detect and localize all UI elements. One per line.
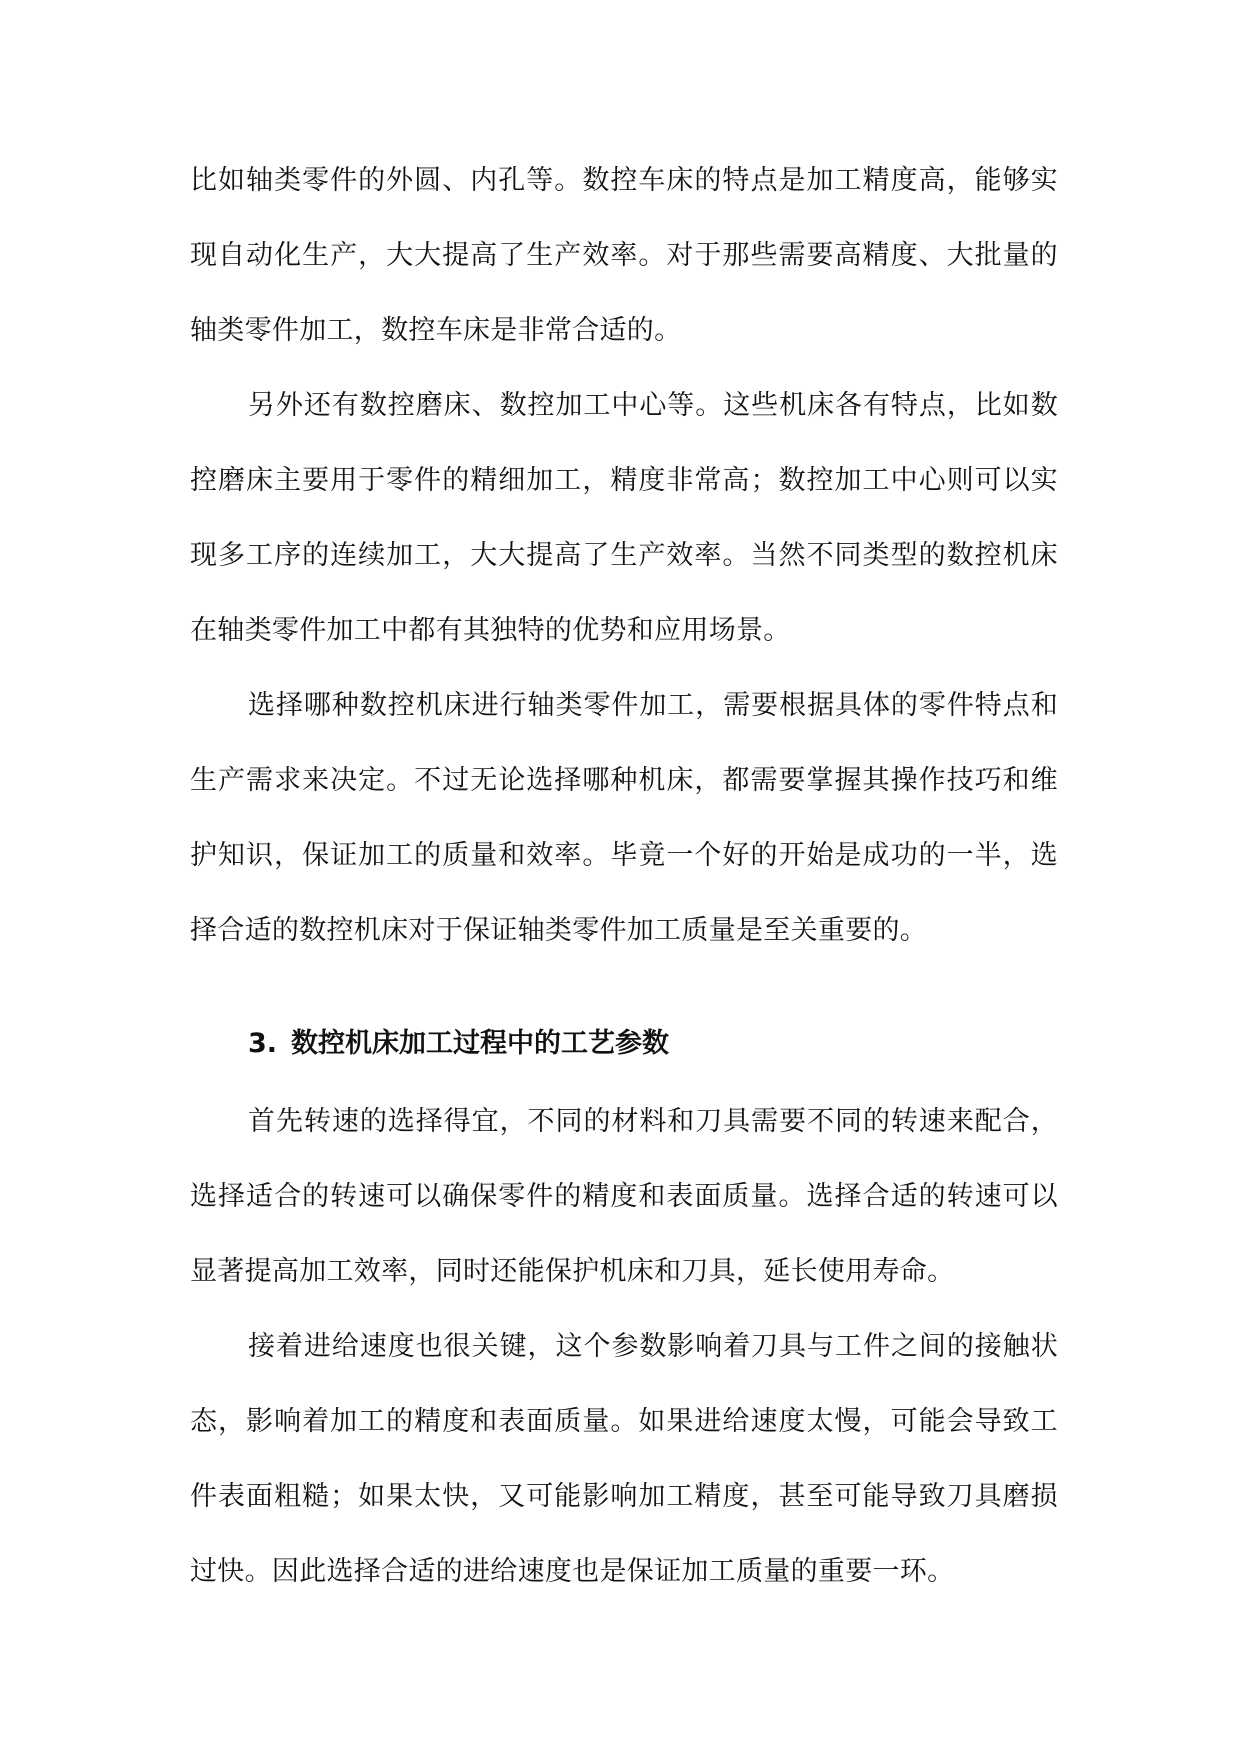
document-body	[190, 143, 1058, 1609]
paragraph-other-machines: 另外还有数控磨床、数控加工中心等。这些机床各有特点，比如数控磨床主要用于零件的精细加工，精度非常高；数控加工中心则可以实现多工序的连续加工，大大提高了生产效率。当然不同类型的数控机床在轴类零件加工中都有其独特的优势和应用场景。	[190, 390, 1058, 646]
section-number: 3.	[248, 1028, 278, 1059]
paragraph-continued: 比如轴类零件的外圆、内孔等。数控车床的特点是加工精度高，能够实现自动化生产，大大提高了生产效率。对于那些需要高精度、大批量的轴类零件加工，数控车床是非常合适的。	[190, 165, 1058, 346]
paragraph-spindle-speed: 首先转速的选择得宜，不同的材料和刀具需要不同的转速来配合，选择适合的转速可以确保零件的精度和表面质量。选择合适的转速可以显著提高加工效率，同时还能保护机床和刀具，延长使用寿命。	[190, 1106, 1058, 1287]
paragraph-feed-rate: 接着进给速度也很关键，这个参数影响着刀具与工件之间的接触状态，影响着加工的精度和表面质量。如果进给速度太慢，可能会导致工件表面粗糙；如果太快，又可能影响加工精度，甚至可能导致刀具磨损过快。因此选择合适的进给速度也是保证加工质量的重要一环。	[190, 1331, 1058, 1587]
section-heading	[190, 1014, 1058, 1074]
paragraph-machine-selection: 选择哪种数控机床进行轴类零件加工，需要根据具体的零件特点和生产需求来决定。不过无论选择哪种机床，都需要掌握其操作技巧和维护知识，保证加工的质量和效率。毕竟一个好的开始是成功的一半，选择合适的数控机床对于保证轴类零件加工质量是至关重要的。	[190, 690, 1058, 946]
section-title: 数控机床加工过程中的工艺参数	[291, 1028, 670, 1059]
